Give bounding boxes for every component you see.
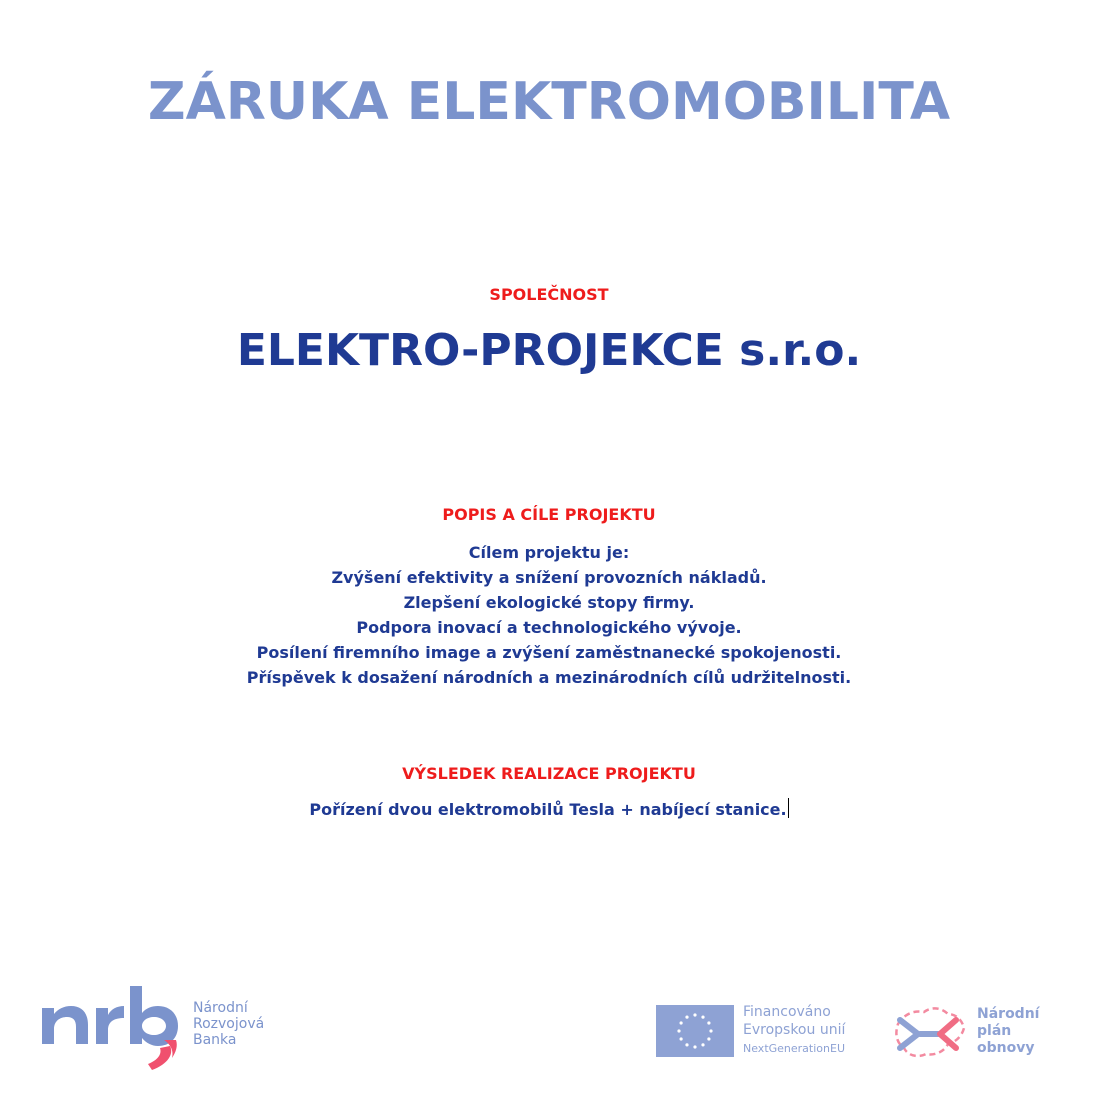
eu-flag-icon [656, 1005, 734, 1057]
goal-line: Posílení firemního image a zvýšení zaměstnanecké spokojenosti. [256, 643, 842, 662]
eu-text-line: NextGenerationEU [743, 1042, 845, 1055]
eu-logo-text [743, 1003, 845, 1057]
npo-logo-icon [890, 998, 970, 1068]
goal-line: Zlepšení ekologické stopy firmy. [403, 593, 695, 612]
result-section [0, 764, 1098, 783]
result-text: Pořízení dvou elektromobilů Tesla + nabíjecí stanice. [309, 800, 787, 819]
company-name-wrap [0, 325, 1098, 376]
nrb-letter-r [96, 1006, 124, 1044]
nrb-logo-text [193, 1000, 264, 1048]
nrb-letter-n [42, 1006, 88, 1044]
nrb-letter-b [130, 986, 178, 1046]
goal-line: Podpora inovací a technologického vývoje. [356, 618, 742, 637]
eu-text-line: Evropskou unií [743, 1022, 846, 1038]
goal-line: Cílem projektu je: [468, 543, 630, 562]
result-label: VÝSLEDEK REALIZACE PROJEKTU [402, 764, 696, 783]
page-title: ZÁRUKA ELEKTROMOBILITA [147, 72, 951, 132]
company-section [0, 285, 1098, 304]
npo-text-line: obnovy [977, 1040, 1035, 1056]
company-name: ELEKTRO-PROJEKCE s.r.o. [236, 325, 862, 376]
text-cursor [788, 798, 789, 818]
eu-text-line: Financováno [743, 1004, 831, 1020]
company-label: SPOLEČNOST [489, 285, 609, 304]
nrb-text-line: Banka [193, 1032, 237, 1048]
nrb-accent [148, 1046, 171, 1070]
goals-section [0, 505, 1098, 524]
result-text-wrap [0, 797, 1098, 822]
nrb-text-line: Národní [193, 1000, 248, 1016]
npo-text-line: Národní [977, 1006, 1040, 1022]
goals-list [0, 540, 1098, 690]
nrb-text-line: Rozvojová [193, 1016, 265, 1032]
goals-label: POPIS A CÍLE PROJEKTU [442, 505, 656, 524]
goal-line: Zvýšení efektivity a snížení provozních nákladů. [331, 568, 767, 587]
npo-text-line: plán [977, 1023, 1012, 1039]
goal-line: Příspěvek k dosažení národních a mezinárodních cílů udržitelnosti. [246, 668, 852, 687]
npo-logo-text [977, 1006, 1039, 1057]
